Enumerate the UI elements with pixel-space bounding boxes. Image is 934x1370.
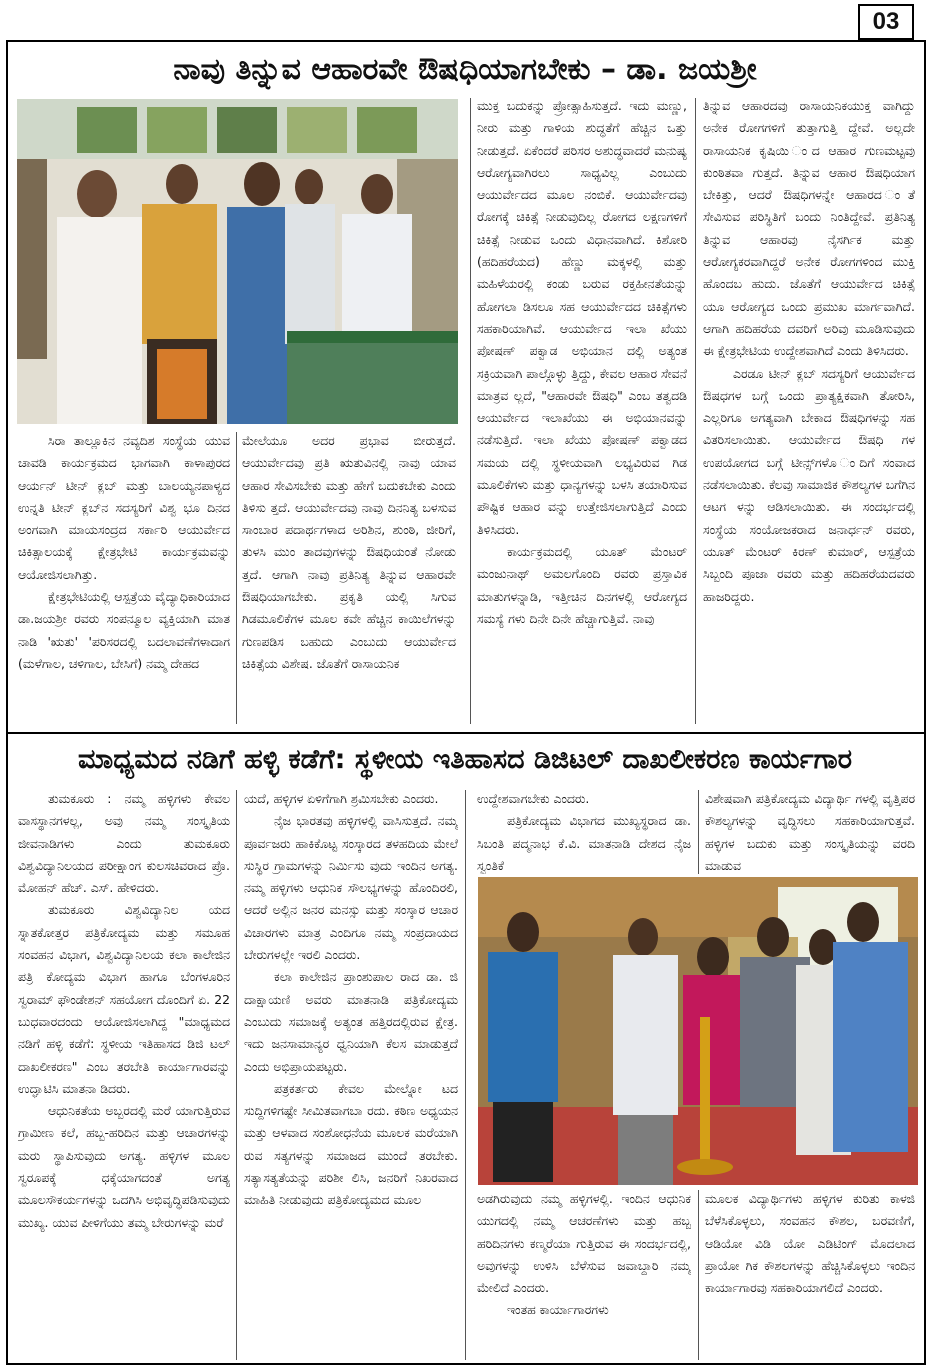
column-divider [698, 790, 699, 874]
article2-col2-para3: ಕಲಾ ಕಾಲೇಜಿನ ಪ್ರಾಂಶುಪಾಲ ರಾದ ಡಾ. ಜಿ ದಾಕ್ಷಾಯಣಿ ಅವರು ಮಾತನಾಡಿ ಪತ್ರಿಕೋದ್ಯಮ ಎಂಬುದು ಸಮಾಜಕ್ಕೆ ಅತ್ಯಂತ ಹತ್ತಿರದಲ್ಲಿರುವ ಕ್ಷೇತ್ರ. ಇದು ಜನಸಾಮಾನ್ಯರ ಧ್ವನಿಯಾಗಿ ಕೆಲಸ ಮಾಡುತ್ತದೆ ಎಂದು ಅಭಿಪ್ರಾಯಪಟ್ಟರು. [244, 969, 458, 1074]
article2-col2-para4: ಪತ್ರಕರ್ತರು ಕೇವಲ ಮೇಲ್ನೋ ಟದ ಸುದ್ದಿಗಳಿಗಷ್ಟೇ ಸೀಮಿತವಾಗಬಾ ರದು. ಕಠಿಣ ಅಧ್ಯಯನ ಮತ್ತು ಆಳವಾದ ಸಂಶೋಧನೆಯ ಮೂಲಕ ಮರೆಯಾಗಿ ರುವ ಸತ್ಯಗಳನ್ನು ಸಮಾಜದ ಮುಂದೆ ತರಬೇಕು. ಸತ್ಯಾಸತ್ಯತೆಯನ್ನು ಪರಿಶೀ ಲಿಸಿ, ಜನರಿಗೆ ನಿಖರವಾದ ಮಾಹಿತಿ ನೀಡುವುದು ಪತ್ರಿಕೋದ್ಯಮದ ಮೂಲ [244, 1080, 458, 1208]
article1-col2-para1: ಮೇಲೆಯೂ ಅದರ ಪ್ರಭಾವ ಬೀರುತ್ತದೆ. ಆಯುರ್ವೇದವು ಪ್ರತಿ ಋತುವಿನಲ್ಲಿ ನಾವು ಯಾವ ಆಹಾರ ಸೇವಿಸಬೇಕು ಮತ್ತು ಹೇಗೆ ಬದುಕಬೇಕು ಎಂದು ತಿಳಿಸು ತ್ತದೆ. ಆಯುರ್ವೇದವು ನಾವು ದಿನನಿತ್ಯ ಬಳಸುವ ಸಾಂಬಾರ ಪದಾರ್ಥಗಳಾದ ಅರಿಶಿನ, ಶುಂಠಿ, ಜೀರಿಗೆ, ತುಳಸಿ ಮುಂ ತಾದವುಗಳನ್ನು ಔಷಧಿಯಂತೆ ನೋಡು ತ್ತದೆ. ಆಗಾಗಿ ನಾವು ಪ್ರತಿನಿತ್ಯ ತಿನ್ನುವ ಆಹಾರವೇ ಔಷಧಿಯಾಗಬೇಕು. ಪ್ರಕೃತಿ ಯಲ್ಲಿ ಸಿಗುವ ಗಿಡಮೂಲಿಕೆಗಳ ಮೂಲ ಕವೇ ಹೆಚ್ಚಿನ ಕಾಯಿಲೆಗಳನ್ನು ಗುಣಪಡಿಸ ಬಹುದು ಎಂಬುದು ಆಯುರ್ವೇದ ಚಿಕಿತ್ಸೆಯ ವಿಶೇಷ. ಜೊತೆಗೆ ರಾಸಾಯನಿಕ [242, 433, 456, 671]
article2-col4-bottom-para1: ಮೂಲಕ ವಿದ್ಯಾರ್ಥಿಗಳು ಹಳ್ಳಿಗಳ ಕುರಿತು ಕಾಳಜಿ ಬೆಳೆಸಿಕೊಳ್ಳಲು, ಸಂವಹನ ಕೌಶಲ, ಬರವಣಿಗೆ, ಆಡಿಯೋ ವಿಡಿ ಯೋ ಎಡಿಟಿಂಗ್ ಮೊದಲಾದ ಪ್ರಾಯೋ ಗಿಕ ಕೌಶಲಗಳನ್ನು ಹೆಚ್ಚಿಸಿಕೊಳ್ಳಲು ಇಂದಿನ ಕಾರ್ಯಾಗಾರವು ಸಹಕಾರಿಯಾಗಲಿದೆ ಎಂದರು. [705, 1191, 915, 1296]
ayurveda-clinic-visit-photo [17, 99, 458, 424]
article2-column-4-top [705, 788, 915, 874]
page-number: 03 [858, 4, 914, 40]
article2-col1-para3: ಆಧುನಿಕತೆಯ ಅಬ್ಬರದಲ್ಲಿ ಮರೆ ಯಾಗುತ್ತಿರುವ ಗ್ರಾಮೀಣ ಕಲೆ, ಹಬ್ಬ-ಹರಿದಿನ ಮತ್ತು ಆಚಾರಗಳನ್ನು ಮರು ಸ್ಥಾಪಿಸುವುದು ಅಗತ್ಯ. ಹಳ್ಳಿಗಳ ಮೂಲ ಸ್ವರೂಪಕ್ಕೆ ಧಕ್ಕೆಯಾಗದಂತೆ ಅಗತ್ಯ ಮೂಲಸೌಕರ್ಯಗಳನ್ನು ಒದಗಿಸಿ ಅಭಿವೃದ್ಧಿಪಡಿಸುವುದು ಮುಖ್ಯ. ಯುವ ಪೀಳಿಗೆಯು ತಮ್ಮ ಬೇರುಗಳನ್ನು ಮರೆ [18, 1103, 230, 1230]
article2-col2-para1: ಯದೆ, ಹಳ್ಳಿಗಳ ಏಳಿಗೆಗಾಗಿ ಶ್ರಮಿಸಬೇಕು ಎಂದರು. [244, 791, 439, 806]
article2-col1-para1: ತುಮಕೂರು : ನಮ್ಮ ಹಳ್ಳಿಗಳು ಕೇವಲ ವಾಸಸ್ಥಾನಗಳಲ್ಲ, ಅವು ನಮ್ಮ ಸಂಸ್ಕೃತಿಯ ಜೀವನಾಡಿಗಳು ಎಂದು ತುಮಕೂರು ವಿಶ್ವವಿದ್ಯಾನಿಲಯದ ಪರೀಕ್ಷಾಂಗ ಕುಲಸಚಿವರಾದ ಪ್ರೊ. ಮೋಹನ್ ಹೆಚ್. ಎಸ್. ಹೇಳಿದರು. [18, 791, 230, 896]
column-divider [470, 98, 471, 724]
article2-col1-para2: ತುಮಕೂರು ವಿಶ್ವವಿದ್ಯಾನಿಲ ಯದ ಸ್ನಾತಕೋತ್ತರ ಪತ್ರಿಕೋದ್ಯಮ ಮತ್ತು ಸಮೂಹ ಸಂವಹನ ವಿಭಾಗ, ವಿಶ್ವವಿದ್ಯಾನಿಲಯ ಕಲಾ ಕಾಲೇಜಿನ ಪತ್ರಿ ಕೋದ್ಯಮ ವಿಭಾಗ ಹಾಗೂ ಬೆಂಗಳೂರಿನ ಸ್ವರಾಮ್ ಫೌಂಡೇಶನ್ ಸಹಯೋಗ ದೊಂದಿಗೆ ಏ. 22 ಬುಧವಾರದಂದು ಆಯೋಜಿಸಲಾಗಿದ್ದ "ಮಾಧ್ಯಮದ ನಡಿಗೆ ಹಳ್ಳಿ ಕಡೆಗೆ: ಸ್ಥಳೀಯ ಇತಿಹಾಸದ ಡಿಜಿ ಟಲ್ ದಾಖಲೀಕರಣ" ಎಂಬ ತರಬೇತಿ ಕಾರ್ಯಾಗಾರವನ್ನು ಉದ್ಘಾಟಿಸಿ ಮಾತನಾ ಡಿದರು. [18, 902, 230, 1096]
section-divider [8, 732, 924, 734]
article1-col1-para2: ಕ್ಷೇತ್ರಭೇಟಿಯಲ್ಲಿ ಆಸ್ಪತ್ರೆಯ ವೈದ್ಯಾಧಿಕಾರಿಯಾದ ಡಾ.ಜಯಶ್ರೀ ರವರು ಸಂಪನ್ಮೂಲ ವ್ಯಕ್ತಿಯಾಗಿ ಮಾತ ನಾಡಿ 'ಋತು' 'ಪರಿಸರದಲ್ಲಿ ಬದಲಾವಣೆಗಳಾದಾಗ (ಮಳೆಗಾಲ, ಚಳಿಗಾಲ, ಬೇಸಿಗೆ) ನಮ್ಮ ದೇಹದ [18, 589, 230, 671]
article1-column-2 [242, 430, 456, 726]
article1-headline: ನಾವು ತಿನ್ನುವ ಆಹಾರವೇ ಔಷಧಿಯಾಗಬೇಕು – ಡಾ. ಜಯಶ್ರೀ [173, 52, 757, 87]
column-divider [695, 98, 696, 724]
article1-col4-para2: ಎರಡೂ ಟೀನ್ ಕ್ಲಬ್ ಸದಸ್ಯರಿಗೆ ಆಯುರ್ವೇದ ಔಷಧಗಳ ಬಗ್ಗೆ ಒಂದು ಪ್ರಾತ್ಯಕ್ಷಿಕವಾಗಿ ತೋರಿಸಿ, ಎಲ್ಲರಿಗೂ ಅಗತ್ಯವಾಗಿ ಬೇಕಾದ ಔಷಧಿಗಳನ್ನು ಸಹ ವಿತರಿಸಲಾಯಿತು. ಆಯುರ್ವೇದ ಔಷಧಿ ಗಳ ಉಪಯೋಗದ ಬಗ್ಗೆ ಟೀನ್ಸ್‌ಗಳೊ ಂದಿಗೆ ಸಂವಾದ ನಡೆಸಲಾಯಿತು. ಕೆಲವು ಸಾಮಾಜಿಕ ಕೌಶಲ್ಯಗಳ ಬಗೆಗಿನ ಆಟಗ ಳನ್ನು ಆಡಿಸಲಾಯಿತು. ಈ ಸಂದರ್ಭದಲ್ಲಿ ಸಂಸ್ಥೆಯ ಸಂಯೋಜಕರಾದ ಜನಾರ್ಧನ್ ರವರು, ಯೂತ್ ಮೆಂಟರ್ ಕಿರಣ್ ಕುಮಾರ್, ಆಸ್ಪತ್ರೆಯ ಸಿಬ್ಬಂದಿ ಪೂಜಾ ರವರು ಮತ್ತು ಹದಿಹರೆಯದವರು ಹಾಜರಿದ್ದರು. [703, 365, 915, 604]
article2-column-3-bottom [477, 1188, 691, 1362]
article2-column-3-top [477, 788, 691, 874]
article2-column-1 [18, 788, 230, 1362]
column-divider [698, 1190, 699, 1360]
article2-col4-top-para1: ವಿಶೇಷವಾಗಿ ಪತ್ರಿಕೋದ್ಯಮ ವಿದ್ಯಾರ್ಥಿ ಗಳಲ್ಲಿ ವೃತ್ತಿಪರ ಕೌಶಲ್ಯಗಳನ್ನು ವೃದ್ಧಿಸಲು ಸಹಕಾರಿಯಾಗುತ್ತವೆ. ಹಳ್ಳಿಗಳ ಬದುಕು ಮತ್ತು ಸಂಸ್ಕೃತಿಯನ್ನು ವರದಿ ಮಾಡುವ [705, 791, 915, 873]
article2-col2-para2: ನೈಜ ಭಾರತವು ಹಳ್ಳಿಗಳಲ್ಲಿ ವಾಸಿಸುತ್ತದೆ. ನಮ್ಮ ಪೂರ್ವಜರು ಹಾಕಿಕೊಟ್ಟ ಸಂಸ್ಕಾರದ ತಳಹದಿಯ ಮೇಲೆ ಸುಸ್ಥಿರ ಗ್ರಾಮಗಳನ್ನು ನಿರ್ಮಿಸು ವುದು ಇಂದಿನ ಅಗತ್ಯ. ನಮ್ಮ ಹಳ್ಳಿಗಳು ಆಧುನಿಕ ಸೌಲಭ್ಯಗಳನ್ನು ಹೊಂದಿರಲಿ, ಆದರೆ ಅಲ್ಲಿನ ಜನರ ಮನಸ್ಸು ಮತ್ತು ಸಂಸ್ಕಾರ ಆಚಾರ ವಿಚಾರಗಳು ಮಾತ್ರ ಎಂದಿಗೂ ನಮ್ಮ ಸಂಪ್ರದಾಯದ ಬೇರುಗಳಲ್ಲೇ ಇರಲಿ ಎಂದರು. [244, 813, 458, 963]
article1-col3-para1: ಮುಕ್ತ ಬದುಕನ್ನು ಪ್ರೋತ್ಸಾಹಿಸುತ್ತದೆ. ಇದು ಮಣ್ಣು, ನೀರು ಮತ್ತು ಗಾಳಿಯ ಶುದ್ಧತೆಗೆ ಹೆಚ್ಚಿನ ಒತ್ತು ನೀಡುತ್ತದೆ. ಏಕೆಂದರೆ ಪರಿಸರ ಅಶುದ್ಧವಾದರೆ ಮನುಷ್ಯ ಆರೋಗ್ಯವಾಗಿರಲು ಸಾಧ್ಯವಿಲ್ಲ ಎಂಬುದು ಆಯುರ್ವೇದದ ಮೂಲ ನಂಬಿಕೆ. ಆಯುರ್ವೇದವು ರೋಗಕ್ಕೆ ಚಿಕಿತ್ಸೆ ನೀಡುವುದಿಲ್ಲ ರೋಗದ ಲಕ್ಷಣಗಳಿಗೆ ಚಿಕಿತ್ಸೆ ನೀಡುವ ಒಂದು ವಿಧಾನವಾಗಿದೆ. ಕಿಶೋರಿ (ಹದಿಹರೆಯದ) ಹೆಣ್ಣು ಮಕ್ಕಳಲ್ಲಿ ಮತ್ತು ಮಹಿಳೆಯರಲ್ಲಿ ಕಂಡು ಬರುವ ರಕ್ತಹೀನತೆಯನ್ನು ಹೋಗಲಾ ಡಿಸಲೂ ಸಹ ಆಯುರ್ವೇದದ ಚಿಕಿತ್ಸೆಗಳು ಸಹಕಾರಿಯಾಗಿವೆ. ಆಯುರ್ವೇದ ಇಲಾ ಖೆಯು ಪೋಷಣ್ ಪಕ್ವಾಡ ಅಭಿಯಾನ ದಲ್ಲಿ ಅತ್ಯಂತ ಸಕ್ರಿಯವಾಗಿ ಪಾಲ್ಗೊಳ್ಳು ತ್ತಿದ್ದು, ಕೇವಲ ಆಹಾರ ಸೇವನೆ ಮಾತ್ರವ ಲ್ಲದೆ, "ಆಹಾರವೇ ಔಷಧಿ" ಎಂಬ ತತ್ವದಡಿ ಆಯುರ್ವೇದ ಇಲಾಖೆಯು ಈ ಅಭಿಯಾನವನ್ನು ನಡೆಸುತ್ತಿದೆ. ಇಲಾ ಖೆಯು ಪೋಷಣ್ ಪಕ್ವಾಡದ ಸಮಯ ದಲ್ಲಿ ಸ್ಥಳೀಯವಾಗಿ ಲಭ್ಯವಿರುವ ಗಿಡ ಮೂಲಿಕೆಗಳು ಮತ್ತು ಧಾನ್ಯಗಳನ್ನು ಬಳಸಿ ತಯಾರಿಸುವ ಪೌಷ್ಟಿಕ ಆಹಾರ ವನ್ನು ಉತ್ತೇಜಿಸಲಾಗುತ್ತಿದೆ ಎಂದು ತಿಳಿಸಿದರು. [477, 98, 687, 537]
lamp-lighting-ceremony-photo [478, 877, 918, 1185]
article2-col3-bottom-para2: ಇಂತಹ ಕಾರ್ಯಾಗಾರಗಳು [507, 1302, 609, 1318]
article2-col3-top-para2: ಪತ್ರಿಕೋದ್ಯಮ ವಿಭಾಗದ ಮುಖ್ಯಸ್ಥರಾದ ಡಾ. ಸಿಬಂತಿ ಪದ್ಮನಾಭ ಕೆ.ವಿ. ಮಾತನಾಡಿ ದೇಶದ ನೈಜ ಸ್ವಂತಿಕೆ [477, 813, 691, 873]
article2-headline: ಮಾಧ್ಯಮದ ನಡಿಗೆ ಹಳ್ಳಿ ಕಡೆಗೆ: ಸ್ಥಳೀಯ ಇತಿಹಾಸದ ಡಿಜಿಟಲ್ ದಾಖಲೀಕರಣ ಕಾರ್ಯಗಾರ [77, 744, 852, 775]
article1-column-1 [18, 430, 230, 726]
column-divider [236, 432, 237, 724]
photo-lamp-lighting [478, 877, 918, 1185]
article1-column-3 [477, 95, 687, 726]
article1-col1-para1: ಸಿರಾ ತಾಲ್ಲೂಕಿನ ನವ್ಯದಿಶ ಸಂಸ್ಥೆಯ ಯುವ ಚಾವಡಿ ಕಾರ್ಯಕ್ರಮದ ಭಾಗವಾಗಿ ಕಾಳಾಪುರದ ಆರ್ಯನ್ ಟೀನ್ ಕ್ಲಬ್ ಮತ್ತು ಬಾಲಯ್ಯನಪಾಳ್ಯದ ಉನ್ನತಿ ಟೀನ್ ಕ್ಲಬ್‌ನ ಸದಸ್ಯರಿಗೆ ವಿಶ್ವ ಭೂ ದಿನದ ಅಂಗವಾಗಿ ಮಾಯಸಂದ್ರದ ಸರ್ಕಾರಿ ಆಯುರ್ವೇದ ಚಿಕಿತ್ಸಾಲಯಕ್ಕೆ ಕ್ಷೇತ್ರಭೇಟಿ ಕಾರ್ಯಕ್ರಮವನ್ನು ಆಯೋಜಿಸಲಾಗಿತ್ತು. [18, 433, 230, 582]
article2-column-4-bottom [705, 1188, 915, 1362]
article2-col3-top-para1: ಉದ್ದೇಶವಾಗಬೇಕು ಎಂದರು. [477, 791, 590, 806]
column-divider [465, 790, 466, 1360]
article2-column-2 [244, 788, 458, 1362]
article1-col4-para1: ತಿನ್ನುವ ಆಹಾರದವು ರಾಸಾಯನಿಕಯುಕ್ತ ವಾಗಿದ್ದು ಅನೇಕ ರೋಗಗಳಿಗೆ ತುತ್ತಾಗುತ್ತಿ ದ್ದೇವೆ. ಅಲ್ಲದೇ ರಾಸಾಯನಿಕ ಕೃಷಿಯಿ ಂದ ಆಹಾರ ಗುಣಮಟ್ಟವು ಕುಂಠಿತವಾ ಗುತ್ತದೆ. ತಿನ್ನುವ ಆಹಾರ ಔಷಧಿಯಾಗ ಬೇಕಿತ್ತು, ಆದರೆ ಔಷಧಿಗಳನ್ನೇ ಆಹಾರದ ಂತೆ ಸೇವಿಸುವ ಪರಿಸ್ಥಿತಿಗೆ ಬಂದು ನಿಂತಿದ್ದೇವೆ. ಪ್ರತಿನಿತ್ಯ ತಿನ್ನುವ ಆಹಾರವು ನೈಸರ್ಗಿಕ ಮತ್ತು ಆರೋಗ್ಯಕರವಾಗಿದ್ದರೆ ಅನೇಕ ರೋಗಗಳಿಂದ ಮುಕ್ತಿ ಹೊಂದಬ ಹುದು. ಜೊತೆಗೆ ಆಯುರ್ವೇದ ಚಿಕಿತ್ಸೆ ಯೂ ಆರೋಗ್ಯದ ಒಂದು ಪ್ರಮುಖ ಮಾರ್ಗವಾಗಿದೆ. ಆಗಾಗಿ ಹದಿಹರೆಯ ದವರಿಗೆ ಅರಿವು ಮೂಡಿಸುವುದು ಈ ಕ್ಷೇತ್ರಭೇಟಿಯ ಉದ್ದೇಶವಾಗಿದೆ ಎಂದು ತಿಳಿಸಿದರು. [703, 98, 915, 359]
article1-column-4 [703, 95, 915, 726]
column-divider [236, 790, 237, 1360]
article2-col3-bottom-para1: ಅಡಗಿರುವುದು ನಮ್ಮ ಹಳ್ಳಿಗಳಲ್ಲಿ. ಇಂದಿನ ಆಧುನಿಕ ಯುಗದಲ್ಲಿ ನಮ್ಮ ಆಚರಣೆಗಳು ಮತ್ತು ಹಬ್ಬ ಹರಿದಿನಗಳು ಕಣ್ಮರೆಯಾ ಗುತ್ತಿರುವ ಈ ಸಂದರ್ಭದಲ್ಲಿ, ಅವುಗಳನ್ನು ಉಳಿಸಿ ಬೆಳೆಸುವ ಜವಾಬ್ದಾರಿ ನಮ್ಮ ಮೇಲಿದೆ ಎಂದರು. [477, 1191, 691, 1296]
article1-col3-para2: ಕಾರ್ಯಕ್ರಮದಲ್ಲಿ ಯೂತ್ ಮೆಂಟರ್ ಮಂಜುನಾಥ್ ಅಮಲಗೊಂದಿ ರವರು ಪ್ರಸ್ತಾವಿಕ ಮಾತುಗಳನ್ನಾಡಿ, ಇತ್ತೀಚಿನ ದಿನಗಳಲ್ಲಿ ಆರೋಗ್ಯದ ಸಮಸ್ಯೆ ಗಳು ದಿನೇ ದಿನೇ ಹೆಚ್ಚಾಗುತ್ತಿವೆ. ನಾವು [477, 543, 687, 626]
photo-ayurveda-visit [17, 99, 458, 424]
